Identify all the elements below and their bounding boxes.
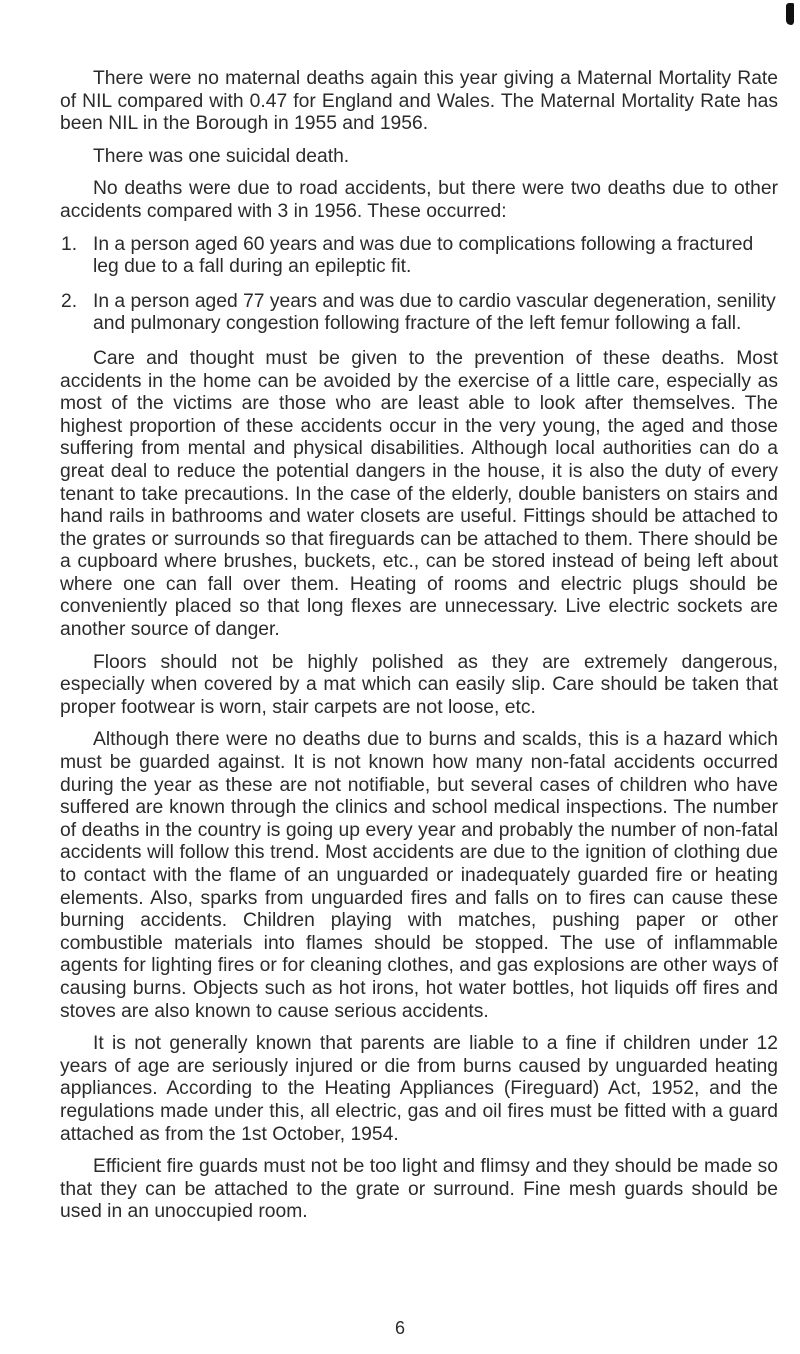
list-item-text: In a person aged 77 years and was due to cardio vascular degeneration, senility and pulmonary congestion following fracture of the left femur following a fall. [93,290,776,335]
report-page [60,68,778,1234]
list-item-number: 1. [61,233,78,255]
paragraph-fireguard-act: It is not generally known that parents are liable to a fine if children under 12 years of age are seriously injured or die from burns caused by unguarded heating appliances. According to the Heating Appliances (Fireguard) Act, 1952, and the regulations made under this, all electric, gas and oil fires must be fitted with a guard attached as from the 1st October, 1954. [60,1033,778,1145]
list-item-number: 2. [61,290,78,312]
list-item [60,291,778,336]
paragraph-maternal-mortality: There were no maternal deaths again this year giving a Maternal Mortality Rate of NIL compared with 0.47 for England and Wales. The Maternal Mortality Rate has been NIL in the Borough in 1955 and 1956. [60,68,778,135]
paragraph-floors: Floors should not be highly polished as they are extremely dangerous, especially when covered by a mat which can easily slip. Care should be taken that proper footwear is worn, stair carpets are not loose, etc. [60,651,778,718]
paragraph-burns-scalds: Although there were no deaths due to burns and scalds, this is a hazard which must be guarded against. It is not known how many non-fatal accidents occurred during the year as these are not notifiable, but several cases of children who have suffered are known through the clinics and school medical inspections. The number of deaths in the country is going up every year and probably the number of non-fatal accidents will follow this trend. Most accidents are due to the ignition of clothing due to contact with the flame of an unguarded or inadequately guarded fire or heating elements. Also, sparks from unguarded fires and falls on to fires can cause these burning accidents. Children playing with matches, pushing paper or other combustible materials into flames should be stopped. The use of inflammable agents for lighting fires or for cleaning clothes, and gas explosions are other ways of causing burns. Objects such as hot irons, hot water bottles, hot liquids off fires and stoves are also known to cause serious accidents. [60,729,778,1022]
paragraph-accidents-intro: No deaths were due to road accidents, but there were two deaths due to other accidents compared with 3 in 1956. These occurred: [60,178,778,222]
scan-corner-mark [786,3,794,25]
list-item [60,234,778,279]
paragraph-prevention: Care and thought must be given to the prevention of these deaths. Most accidents in the home can be avoided by the exercise of a little care, especially as most of the victims are those who are least able to look after themselves. The highest proportion of these accidents occur in the very young, the aged and those suffering from mental and physical disabilities. Although local authorities can do a great deal to reduce the potential dangers in the house, it is also the duty of every tenant to take precautions. In the case of the elderly, double banisters on stairs and hand rails in bathrooms and water closets are useful. Fittings should be attached to the grates or surrounds so that fireguards can be attached to them. There should be a cupboard where brushes, buckets, etc., can be stored instead of being left about where one can fall over them. Heating of rooms and electric plugs should be conveniently placed so that long flexes are unnecessary. Live electric sockets are another source of danger. [60,347,778,641]
page-number: 6 [394,1318,405,1338]
paragraph-fire-guards: Efficient fire guards must not be too light and flimsy and they should be made so that they can be attached to the grate or surround. Fine mesh guards should be used in an unoccupied room. [60,1156,778,1223]
list-item-text: In a person aged 60 years and was due to complications following a fractured leg due to a fall during an epileptic fit. [93,233,754,278]
accident-list [60,234,778,336]
paragraph-suicidal-death: There was one suicidal death. [93,145,350,167]
